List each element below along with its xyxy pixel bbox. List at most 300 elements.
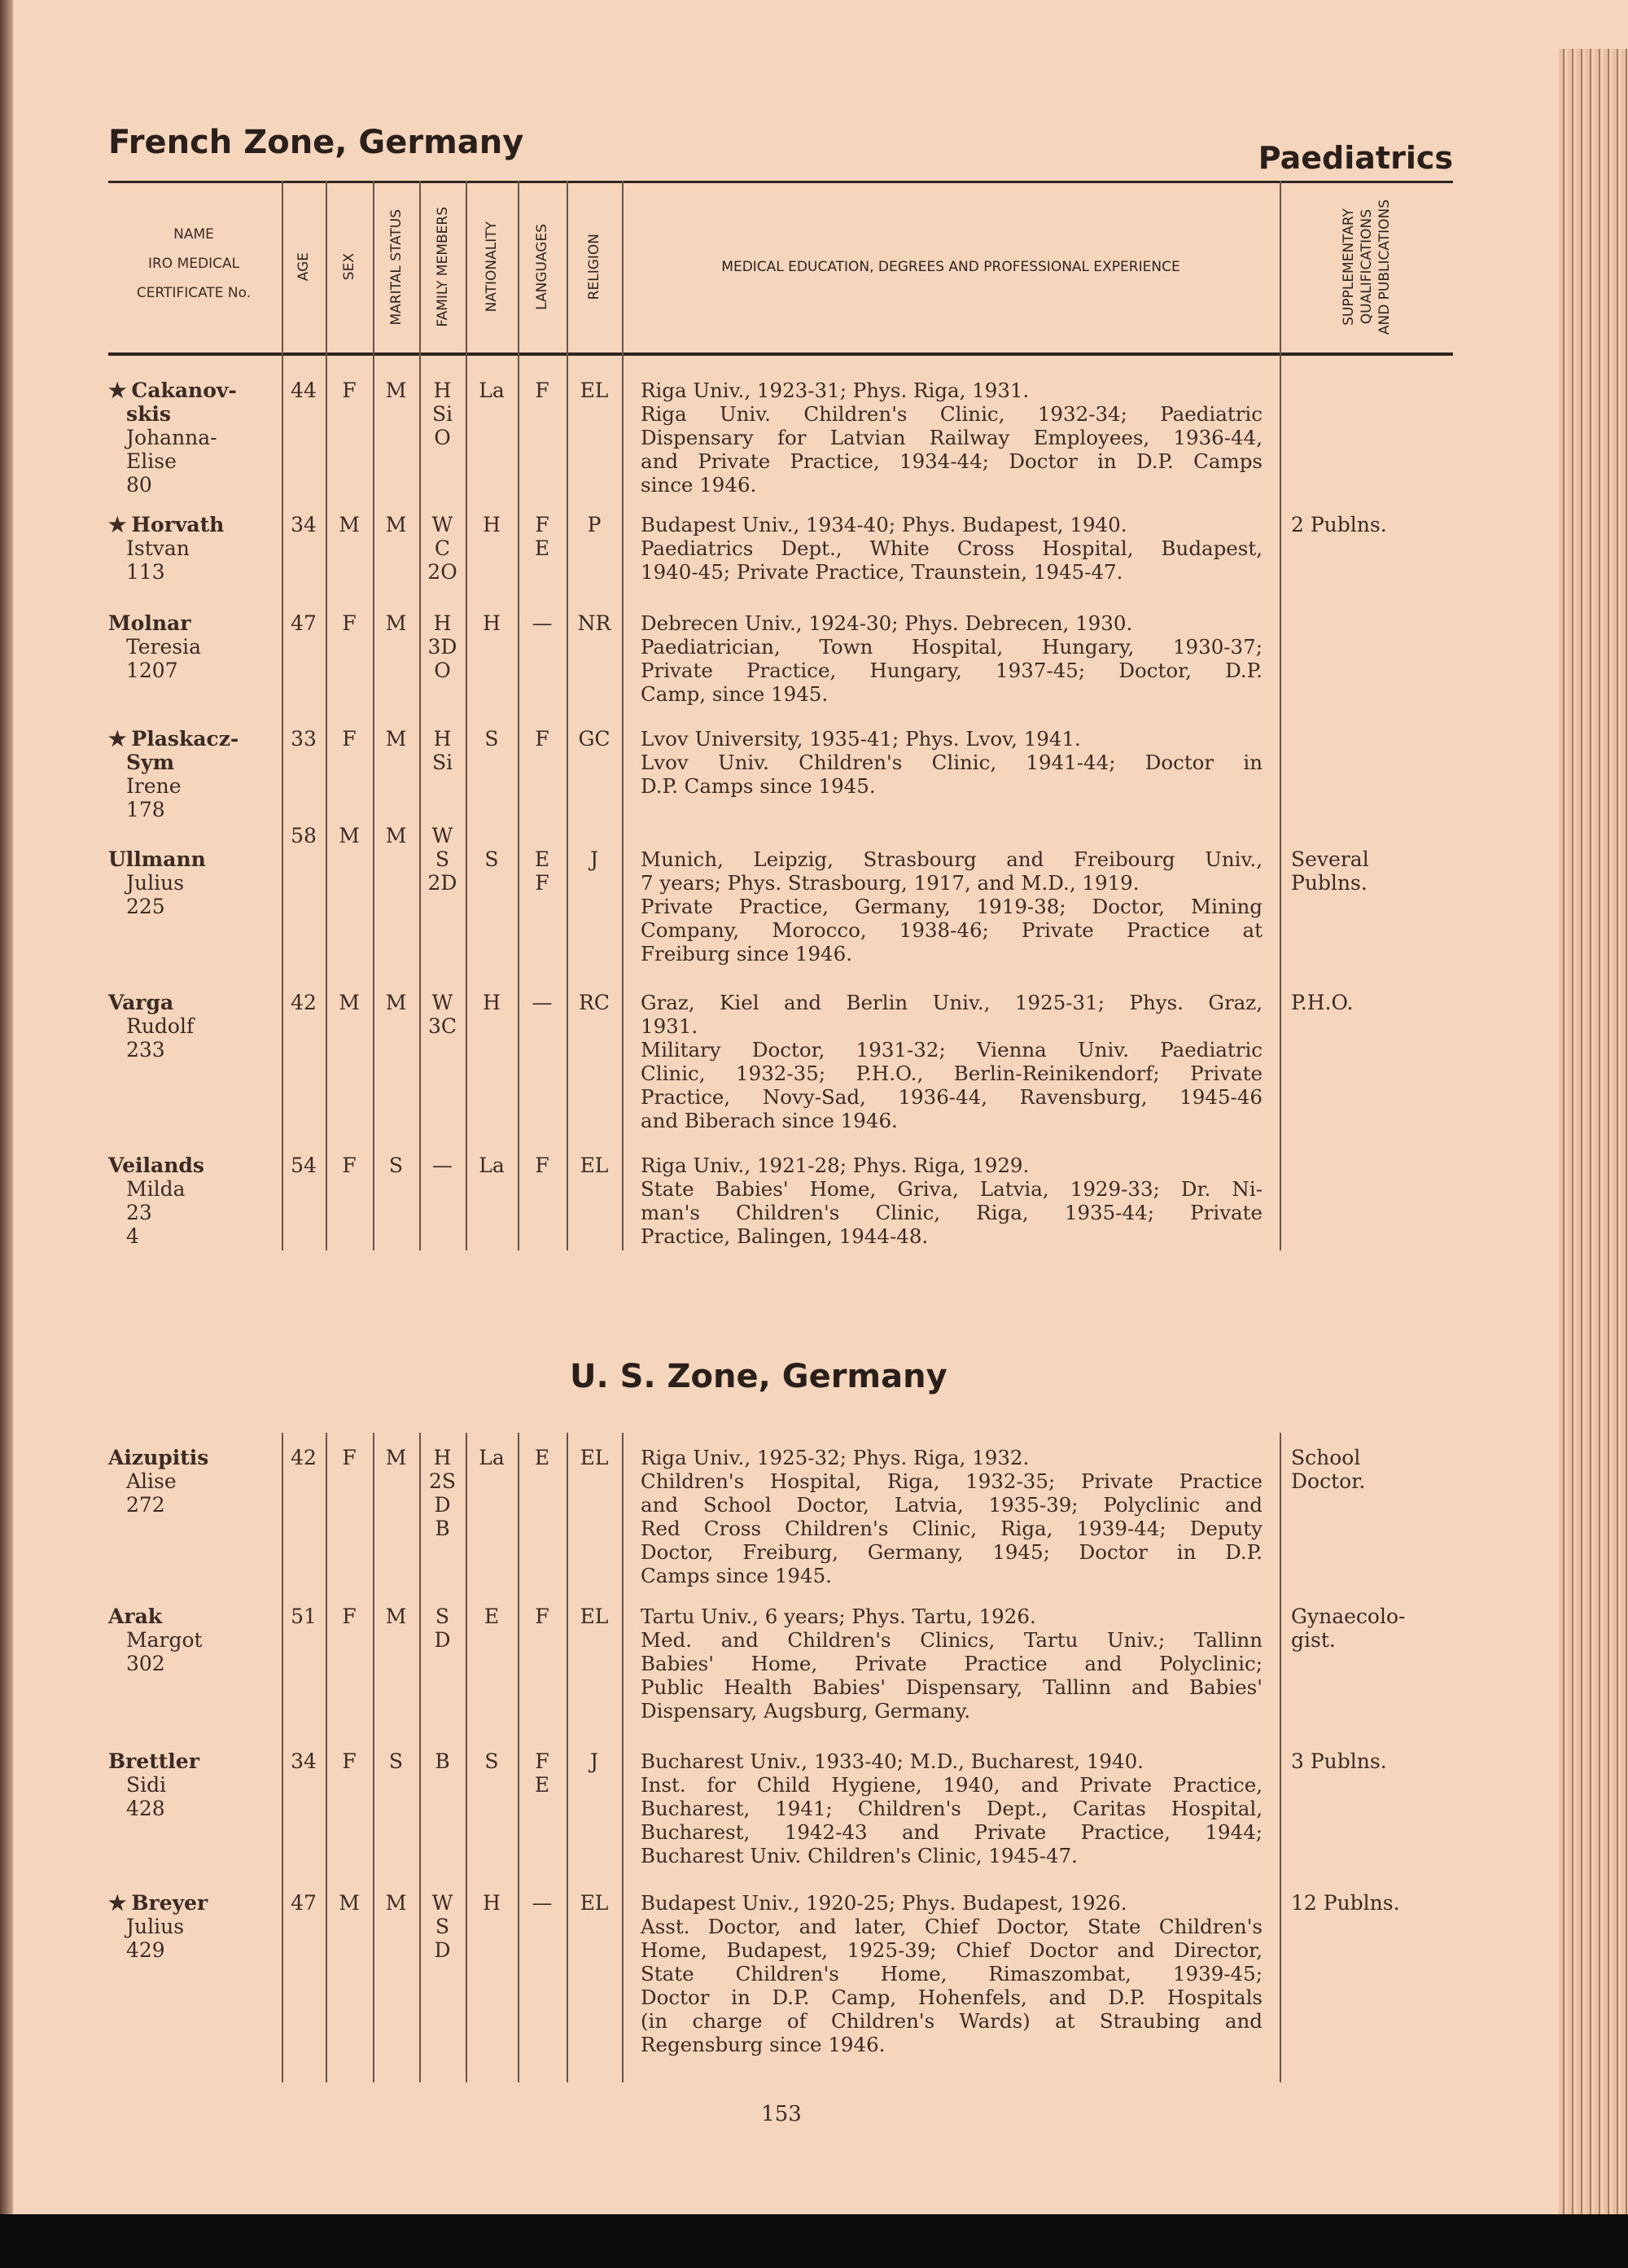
nationality-cell: La bbox=[479, 379, 505, 402]
age-cell: 42 bbox=[291, 991, 317, 1014]
supplementary-cell bbox=[1291, 1749, 1446, 1773]
name-cell bbox=[108, 991, 279, 1062]
certificate-number: 429 bbox=[126, 1938, 165, 1962]
experience-line: 7 years; Phys. Strasbourg, 1917, and M.D., 1919. bbox=[641, 871, 1140, 895]
languages-cell bbox=[518, 847, 567, 895]
family-value: H bbox=[433, 1446, 452, 1469]
sex-cell: F bbox=[342, 379, 357, 402]
sex-cell: M bbox=[339, 991, 360, 1014]
age-cell: 54 bbox=[291, 1154, 317, 1177]
certificate-number: 428 bbox=[126, 1797, 165, 1820]
family-value: O bbox=[434, 426, 451, 449]
given-name: Sidi bbox=[126, 1773, 167, 1797]
languages-value: F bbox=[535, 1605, 549, 1628]
column-rule bbox=[282, 181, 283, 1250]
religion-cell: NR bbox=[577, 611, 611, 635]
supplementary-cell bbox=[1291, 1446, 1446, 1493]
surname-text: Plaskacz- bbox=[131, 727, 239, 751]
sex-cell: F bbox=[342, 1154, 357, 1177]
languages-cell bbox=[518, 379, 567, 402]
header-family-label: FAMILY MEMBERS bbox=[434, 207, 451, 327]
family-value: W bbox=[431, 1891, 453, 1915]
sex-cell: F bbox=[342, 611, 357, 635]
surname-line bbox=[108, 402, 279, 426]
experience-line: Practice, Novy-Sad, 1936-44, Ravensburg, 1945-46 bbox=[641, 1085, 1263, 1109]
family-cell bbox=[419, 1605, 466, 1652]
experience-line: man's Children's Clinic, Riga, 1935-44; Private bbox=[641, 1201, 1263, 1224]
surname-line bbox=[108, 513, 279, 536]
experience-line: Babies' Home, Private Practice and Polyclinic; bbox=[641, 1652, 1263, 1675]
medical-experience-cell bbox=[641, 1446, 1263, 1587]
scan-background bbox=[0, 2214, 1628, 2268]
nationality-cell: S bbox=[484, 1749, 499, 1773]
header-medical-label: MEDICAL EDUCATION, DEGREES AND PROFESSIONAL EXPERIENCE bbox=[721, 259, 1180, 275]
marital-cell: M bbox=[385, 824, 407, 847]
name-cell bbox=[108, 379, 279, 497]
experience-line: Riga Univ., 1921-28; Phys. Riga, 1929. bbox=[641, 1154, 1030, 1177]
family-value: 3D bbox=[427, 635, 457, 659]
surname-line bbox=[108, 379, 279, 402]
name-cell bbox=[108, 847, 279, 918]
given-name: Julius bbox=[126, 1915, 185, 1938]
medical-experience-cell bbox=[641, 611, 1263, 706]
column-header-religion bbox=[567, 186, 622, 348]
surname-text: Veilands bbox=[108, 1154, 204, 1177]
religion-cell: EL bbox=[580, 379, 609, 402]
experience-line: Doctor in D.P. Camp, Hohenfels, and D.P. Hospitals bbox=[641, 1986, 1263, 2009]
supplementary-text: Several bbox=[1291, 847, 1369, 871]
star-icon: ★ bbox=[108, 513, 127, 536]
family-value: B bbox=[435, 1749, 450, 1773]
header-age-label: AGE bbox=[295, 252, 312, 282]
name-cell bbox=[108, 513, 279, 584]
sex-cell: M bbox=[339, 513, 360, 536]
surname-text: Arak bbox=[108, 1605, 163, 1628]
experience-line: Dispensary, Augsburg, Germany. bbox=[641, 1699, 971, 1723]
sex-cell: M bbox=[339, 824, 360, 847]
supplementary-cell bbox=[1291, 1891, 1446, 1915]
given-name: Rudolf bbox=[126, 1014, 195, 1038]
experience-line: Tartu Univ., 6 years; Phys. Tartu, 1926. bbox=[641, 1605, 1036, 1628]
religion-cell: EL bbox=[580, 1446, 609, 1469]
page-stack-edge bbox=[1559, 49, 1628, 2214]
marital-cell: M bbox=[385, 727, 407, 751]
section-title-us-zone: U. S. Zone, Germany bbox=[570, 1358, 947, 1395]
certificate-number: 178 bbox=[126, 798, 165, 821]
family-value: C bbox=[434, 536, 451, 560]
certificate-number: 233 bbox=[126, 1038, 165, 1062]
family-value: S bbox=[435, 1915, 450, 1938]
family-cell bbox=[419, 1891, 466, 1962]
page-heading-specialty: Paediatrics bbox=[1258, 140, 1453, 176]
family-value: H bbox=[433, 379, 452, 402]
name-cell bbox=[108, 727, 279, 821]
experience-line: Bucharest, 1941; Children's Dept., Caritas Hospital, bbox=[641, 1797, 1263, 1820]
medical-experience-cell bbox=[641, 991, 1263, 1132]
experience-line: Asst. Doctor, and later, Chief Doctor, State Children's bbox=[641, 1915, 1263, 1938]
experience-line: Inst. for Child Hygiene, 1940, and Private Practice, bbox=[641, 1773, 1263, 1797]
supplementary-text: Publns. bbox=[1291, 871, 1368, 895]
surname-text: Sym bbox=[126, 751, 175, 774]
family-cell bbox=[419, 824, 466, 895]
surname-line bbox=[108, 1605, 279, 1628]
experience-line: State Babies' Home, Griva, Latvia, 1929-33; Dr. Ni- bbox=[641, 1177, 1263, 1201]
age-cell: 34 bbox=[291, 1749, 317, 1773]
languages-cell bbox=[518, 1891, 567, 1915]
religion-cell: RC bbox=[579, 991, 610, 1014]
given-name: Alise bbox=[126, 1469, 177, 1493]
column-rule bbox=[567, 181, 568, 1250]
family-value: S bbox=[435, 847, 450, 871]
header-nationality-label: NATIONALITY bbox=[484, 221, 500, 313]
marital-cell: M bbox=[385, 1891, 407, 1915]
column-rule bbox=[622, 181, 624, 1250]
family-cell bbox=[419, 611, 466, 682]
certificate-number: 23 bbox=[126, 1201, 152, 1224]
family-cell bbox=[419, 1749, 466, 1773]
experience-line: Doctor, Freiburg, Germany, 1945; Doctor in D.P. bbox=[641, 1540, 1263, 1564]
experience-line: Paediatrics Dept., White Cross Hospital, Budapest, bbox=[641, 536, 1263, 560]
experience-line: and Private Practice, 1934-44; Doctor in D.P. Camps bbox=[641, 449, 1263, 473]
family-value: W bbox=[431, 513, 453, 536]
languages-value: F bbox=[535, 513, 549, 536]
age-cell: 58 bbox=[291, 824, 317, 847]
experience-line: Budapest Univ., 1934-40; Phys. Budapest, 1940. bbox=[641, 513, 1127, 536]
column-rule bbox=[1280, 181, 1281, 1250]
surname-line bbox=[108, 611, 279, 635]
nationality-cell: H bbox=[483, 991, 501, 1014]
supplementary-cell bbox=[1291, 1605, 1446, 1652]
family-cell bbox=[419, 513, 466, 584]
nationality-cell: La bbox=[479, 1446, 505, 1469]
book-binding-edge bbox=[0, 0, 13, 2268]
marital-cell: S bbox=[388, 1749, 404, 1773]
certificate-number: 225 bbox=[126, 895, 165, 918]
experience-line: Budapest Univ., 1920-25; Phys. Budapest, 1926. bbox=[641, 1891, 1127, 1915]
sex-cell: M bbox=[339, 1891, 360, 1915]
languages-cell bbox=[518, 1749, 567, 1797]
languages-value: F bbox=[535, 1749, 549, 1773]
languages-cell bbox=[518, 611, 567, 635]
experience-line: Riga Univ., 1925-32; Phys. Riga, 1932. bbox=[641, 1446, 1030, 1469]
header-marital-label: MARITAL STATUS bbox=[387, 208, 405, 326]
name-cell bbox=[108, 1154, 279, 1248]
column-header-medical bbox=[622, 186, 1280, 348]
surname-line bbox=[108, 1891, 279, 1915]
languages-cell bbox=[518, 513, 567, 560]
supplementary-text: gist. bbox=[1291, 1628, 1336, 1652]
given-name: Irene bbox=[126, 774, 182, 798]
experience-line: 1931. bbox=[641, 1014, 698, 1038]
marital-cell: M bbox=[385, 513, 407, 536]
name-cell bbox=[108, 611, 279, 682]
sex-cell: F bbox=[342, 1605, 357, 1628]
experience-line: Private Practice, Hungary, 1937-45; Doctor, D.P. bbox=[641, 659, 1263, 682]
languages-value: E bbox=[534, 1446, 550, 1469]
family-cell bbox=[419, 379, 466, 449]
religion-cell: P bbox=[587, 513, 602, 536]
header-sex-label: SEX bbox=[341, 253, 357, 281]
surname-text: Ullmann bbox=[108, 847, 206, 871]
nationality-cell: La bbox=[479, 1154, 505, 1177]
given-name: Elise bbox=[126, 449, 177, 473]
family-cell bbox=[419, 991, 466, 1038]
name-cell bbox=[108, 1749, 279, 1820]
experience-line: Red Cross Children's Clinic, Riga, 1939-44; Deputy bbox=[641, 1517, 1263, 1540]
experience-line: Clinic, 1932-35; P.H.O., Berlin-Reinikendorf; Private bbox=[641, 1062, 1263, 1085]
experience-line: 1940-45; Private Practice, Traunstein, 1945-47. bbox=[641, 560, 1123, 584]
family-value: O bbox=[434, 659, 451, 682]
medical-experience-cell bbox=[641, 379, 1263, 497]
experience-line: Paediatrician, Town Hospital, Hungary, 1930-37; bbox=[641, 635, 1263, 659]
column-header-age bbox=[282, 186, 326, 348]
experience-line: Public Health Babies' Dispensary, Tallinn and Babies' bbox=[641, 1675, 1263, 1699]
section-title-french-zone: French Zone, Germany bbox=[108, 124, 524, 161]
surname-line bbox=[108, 727, 279, 751]
languages-value: F bbox=[535, 727, 549, 751]
header-rule-top bbox=[108, 181, 1453, 183]
supplementary-cell bbox=[1291, 991, 1446, 1014]
surname-line bbox=[108, 1749, 279, 1773]
column-header-nationality bbox=[466, 186, 518, 348]
medical-experience-cell bbox=[641, 513, 1263, 584]
experience-line: since 1946. bbox=[641, 473, 757, 497]
experience-line: Company, Morocco, 1938-46; Private Practice at bbox=[641, 918, 1263, 942]
certificate-number: 4 bbox=[126, 1224, 139, 1248]
religion-cell: EL bbox=[580, 1154, 609, 1177]
name-cell bbox=[108, 1891, 279, 1962]
religion-cell: EL bbox=[580, 1605, 609, 1628]
family-cell bbox=[419, 1446, 466, 1540]
supplementary-text: 3 Publns. bbox=[1291, 1749, 1387, 1773]
column-rule bbox=[326, 181, 327, 1250]
family-value: W bbox=[431, 824, 453, 847]
sex-cell: F bbox=[342, 1446, 357, 1469]
languages-value: — bbox=[532, 991, 553, 1014]
nationality-cell: S bbox=[484, 727, 499, 751]
experience-line: Camps since 1945. bbox=[641, 1564, 832, 1587]
experience-line: Lvov University, 1935-41; Phys. Lvov, 1941. bbox=[641, 727, 1081, 751]
column-header-family bbox=[419, 186, 466, 348]
medical-experience-cell bbox=[641, 847, 1263, 965]
experience-line: and School Doctor, Latvia, 1935-39; Polyclinic and bbox=[641, 1493, 1263, 1517]
supplementary-text: Gynaecolo- bbox=[1291, 1605, 1406, 1628]
family-value: D bbox=[434, 1493, 451, 1517]
given-name: Istvan bbox=[126, 536, 190, 560]
nationality-cell: H bbox=[483, 1891, 501, 1915]
sex-cell: F bbox=[342, 1749, 357, 1773]
column-rule bbox=[1280, 1433, 1281, 2082]
supplementary-text: P.H.O. bbox=[1291, 991, 1354, 1014]
age-cell: 47 bbox=[291, 1891, 317, 1915]
experience-line: Munich, Leipzig, Strasbourg and Freibourg Univ., bbox=[641, 847, 1263, 871]
age-cell: 44 bbox=[291, 379, 317, 402]
surname-text: Horvath bbox=[131, 513, 225, 536]
page-number: 153 bbox=[761, 2102, 802, 2126]
header-rule-bottom bbox=[108, 352, 1453, 356]
surname-text: Varga bbox=[108, 991, 174, 1014]
experience-line: Graz, Kiel and Berlin Univ., 1925-31; Phys. Graz, bbox=[641, 991, 1263, 1014]
given-name: Margot bbox=[126, 1628, 203, 1652]
header-supp-label-2: QUALIFICATIONS bbox=[1358, 209, 1375, 325]
family-value: H bbox=[433, 727, 452, 751]
header-certificate-label: CERTIFICATE No. bbox=[136, 285, 252, 301]
languages-cell bbox=[518, 1154, 567, 1177]
medical-experience-cell bbox=[641, 1891, 1263, 2056]
family-value: 2D bbox=[427, 871, 457, 895]
family-cell bbox=[419, 727, 466, 774]
experience-line: Home, Budapest, 1925-39; Chief Doctor and Director, bbox=[641, 1938, 1263, 1962]
experience-line: Camp, since 1945. bbox=[641, 682, 829, 706]
family-value: 2S bbox=[428, 1469, 457, 1493]
family-value: — bbox=[432, 1154, 453, 1177]
experience-line: Practice, Balingen, 1944-48. bbox=[641, 1224, 929, 1248]
supplementary-cell bbox=[1291, 513, 1446, 536]
surname-text: skis bbox=[126, 402, 171, 426]
languages-value: E bbox=[534, 847, 550, 871]
star-icon: ★ bbox=[108, 1891, 127, 1915]
languages-value: F bbox=[535, 1154, 549, 1177]
medical-experience-cell bbox=[641, 727, 1263, 798]
experience-line: Regensburg since 1946. bbox=[641, 2033, 886, 2056]
supplementary-text: School bbox=[1291, 1446, 1361, 1469]
surname-text: Cakanov- bbox=[131, 379, 237, 402]
certificate-number: 1207 bbox=[126, 659, 178, 682]
star-icon: ★ bbox=[108, 379, 127, 402]
experience-line: Bucharest Univ. Children's Clinic, 1945-47. bbox=[641, 1844, 1078, 1867]
age-cell: 47 bbox=[291, 611, 317, 635]
experience-line: Riga Univ., 1923-31; Phys. Riga, 1931. bbox=[641, 379, 1030, 402]
nationality-cell: H bbox=[483, 513, 501, 536]
family-value: D bbox=[434, 1938, 451, 1962]
certificate-number: 80 bbox=[126, 473, 152, 497]
marital-cell: M bbox=[385, 611, 407, 635]
experience-line: Children's Hospital, Riga, 1932-35; Private Practice bbox=[641, 1469, 1263, 1493]
column-rule bbox=[373, 181, 374, 1250]
religion-cell: J bbox=[589, 1749, 599, 1773]
supplementary-cell bbox=[1291, 847, 1446, 895]
column-rule bbox=[419, 181, 421, 1250]
name-cell bbox=[108, 1446, 279, 1517]
languages-cell bbox=[518, 991, 567, 1014]
name-cell bbox=[108, 1605, 279, 1675]
surname-line bbox=[108, 847, 279, 871]
nationality-cell: S bbox=[484, 847, 499, 871]
age-cell: 42 bbox=[291, 1446, 317, 1469]
experience-line: and Biberach since 1946. bbox=[641, 1109, 898, 1132]
age-cell: 51 bbox=[291, 1605, 317, 1628]
family-value: Si bbox=[431, 751, 453, 774]
certificate-number: 113 bbox=[126, 560, 165, 584]
experience-line: (in charge of Children's Wards) at Straubing and bbox=[641, 2009, 1263, 2033]
surname-text: Molnar bbox=[108, 611, 191, 635]
supplementary-text: Doctor. bbox=[1291, 1469, 1366, 1493]
experience-line: Freiburg since 1946. bbox=[641, 942, 853, 965]
family-value: 3C bbox=[427, 1014, 457, 1038]
languages-cell bbox=[518, 1605, 567, 1628]
languages-value: E bbox=[534, 536, 550, 560]
family-value: D bbox=[434, 1628, 451, 1652]
supplementary-text: 12 Publns. bbox=[1291, 1891, 1400, 1915]
family-value: B bbox=[435, 1517, 450, 1540]
religion-cell: GC bbox=[578, 727, 610, 751]
family-value: Si bbox=[431, 402, 453, 426]
surname-line bbox=[108, 991, 279, 1014]
surname-text: Breyer bbox=[131, 1891, 208, 1915]
languages-value: F bbox=[535, 379, 549, 402]
marital-cell: M bbox=[385, 379, 407, 402]
religion-cell: J bbox=[589, 847, 599, 871]
age-cell: 33 bbox=[291, 727, 317, 751]
certificate-number: 302 bbox=[126, 1652, 165, 1675]
header-languages-label: LANGUAGES bbox=[534, 224, 550, 310]
languages-value: E bbox=[534, 1773, 550, 1797]
header-supp-label-1: SUPPLEMENTARY bbox=[1340, 208, 1357, 326]
experience-line: Debrecen Univ., 1924-30; Phys. Debrecen, 1930. bbox=[641, 611, 1133, 635]
surname-line bbox=[108, 751, 279, 774]
column-header-marital bbox=[373, 186, 419, 348]
surname-text: Brettler bbox=[108, 1749, 199, 1773]
given-name: Milda bbox=[126, 1177, 186, 1201]
column-header-languages bbox=[518, 186, 567, 348]
column-rule bbox=[466, 181, 467, 1250]
certificate-number: 272 bbox=[126, 1493, 165, 1517]
marital-cell: M bbox=[385, 991, 407, 1014]
languages-value: — bbox=[532, 611, 553, 635]
column-header-sex bbox=[326, 186, 373, 348]
column-rule bbox=[518, 181, 519, 1250]
supplementary-text: 2 Publns. bbox=[1291, 513, 1387, 536]
religion-cell: EL bbox=[580, 1891, 609, 1915]
given-name: Johanna- bbox=[126, 426, 217, 449]
languages-cell bbox=[518, 727, 567, 751]
medical-experience-cell bbox=[641, 1749, 1263, 1867]
family-value: 2O bbox=[427, 560, 457, 584]
experience-line: Riga Univ. Children's Clinic, 1932-34; Paediatric bbox=[641, 402, 1263, 426]
surname-line bbox=[108, 1154, 279, 1177]
family-cell bbox=[419, 1154, 466, 1177]
sex-cell: F bbox=[342, 727, 357, 751]
experience-line: Lvov Univ. Children's Clinic, 1941-44; Doctor in bbox=[641, 751, 1263, 774]
surname-line bbox=[108, 1446, 279, 1469]
languages-cell bbox=[518, 1446, 567, 1469]
marital-cell: M bbox=[385, 1605, 407, 1628]
age-cell: 34 bbox=[291, 513, 317, 536]
experience-line: Private Practice, Germany, 1919-38; Doctor, Mining bbox=[641, 895, 1263, 918]
column-header-supplementary bbox=[1280, 186, 1453, 348]
medical-experience-cell bbox=[641, 1154, 1263, 1248]
experience-line: Military Doctor, 1931-32; Vienna Univ. Paediatric bbox=[641, 1038, 1263, 1062]
medical-experience-cell bbox=[641, 1605, 1263, 1723]
star-icon: ★ bbox=[108, 727, 127, 751]
experience-line: Med. and Children's Clinics, Tartu Univ.; Tallinn bbox=[641, 1628, 1263, 1652]
marital-cell: M bbox=[385, 1446, 407, 1469]
column-rule bbox=[622, 1433, 624, 2082]
surname-text: Aizupitis bbox=[108, 1446, 209, 1469]
languages-value: — bbox=[532, 1891, 553, 1915]
experience-line: State Children's Home, Rimaszombat, 1939-45; bbox=[641, 1962, 1263, 1986]
experience-line: Bucharest, 1942-43 and Private Practice, 1944; bbox=[641, 1820, 1263, 1844]
column-header-name bbox=[108, 220, 279, 308]
nationality-cell: H bbox=[483, 611, 501, 635]
experience-line: Bucharest Univ., 1933-40; M.D., Bucharest, 1940. bbox=[641, 1749, 1144, 1773]
family-value: S bbox=[435, 1605, 450, 1628]
languages-value: F bbox=[535, 871, 549, 895]
header-iro-label: IRO MEDICAL bbox=[147, 256, 240, 272]
header-name-label: NAME bbox=[173, 226, 214, 243]
header-supp-label-3: AND PUBLICATIONS bbox=[1376, 199, 1393, 335]
given-name: Teresia bbox=[126, 635, 202, 659]
